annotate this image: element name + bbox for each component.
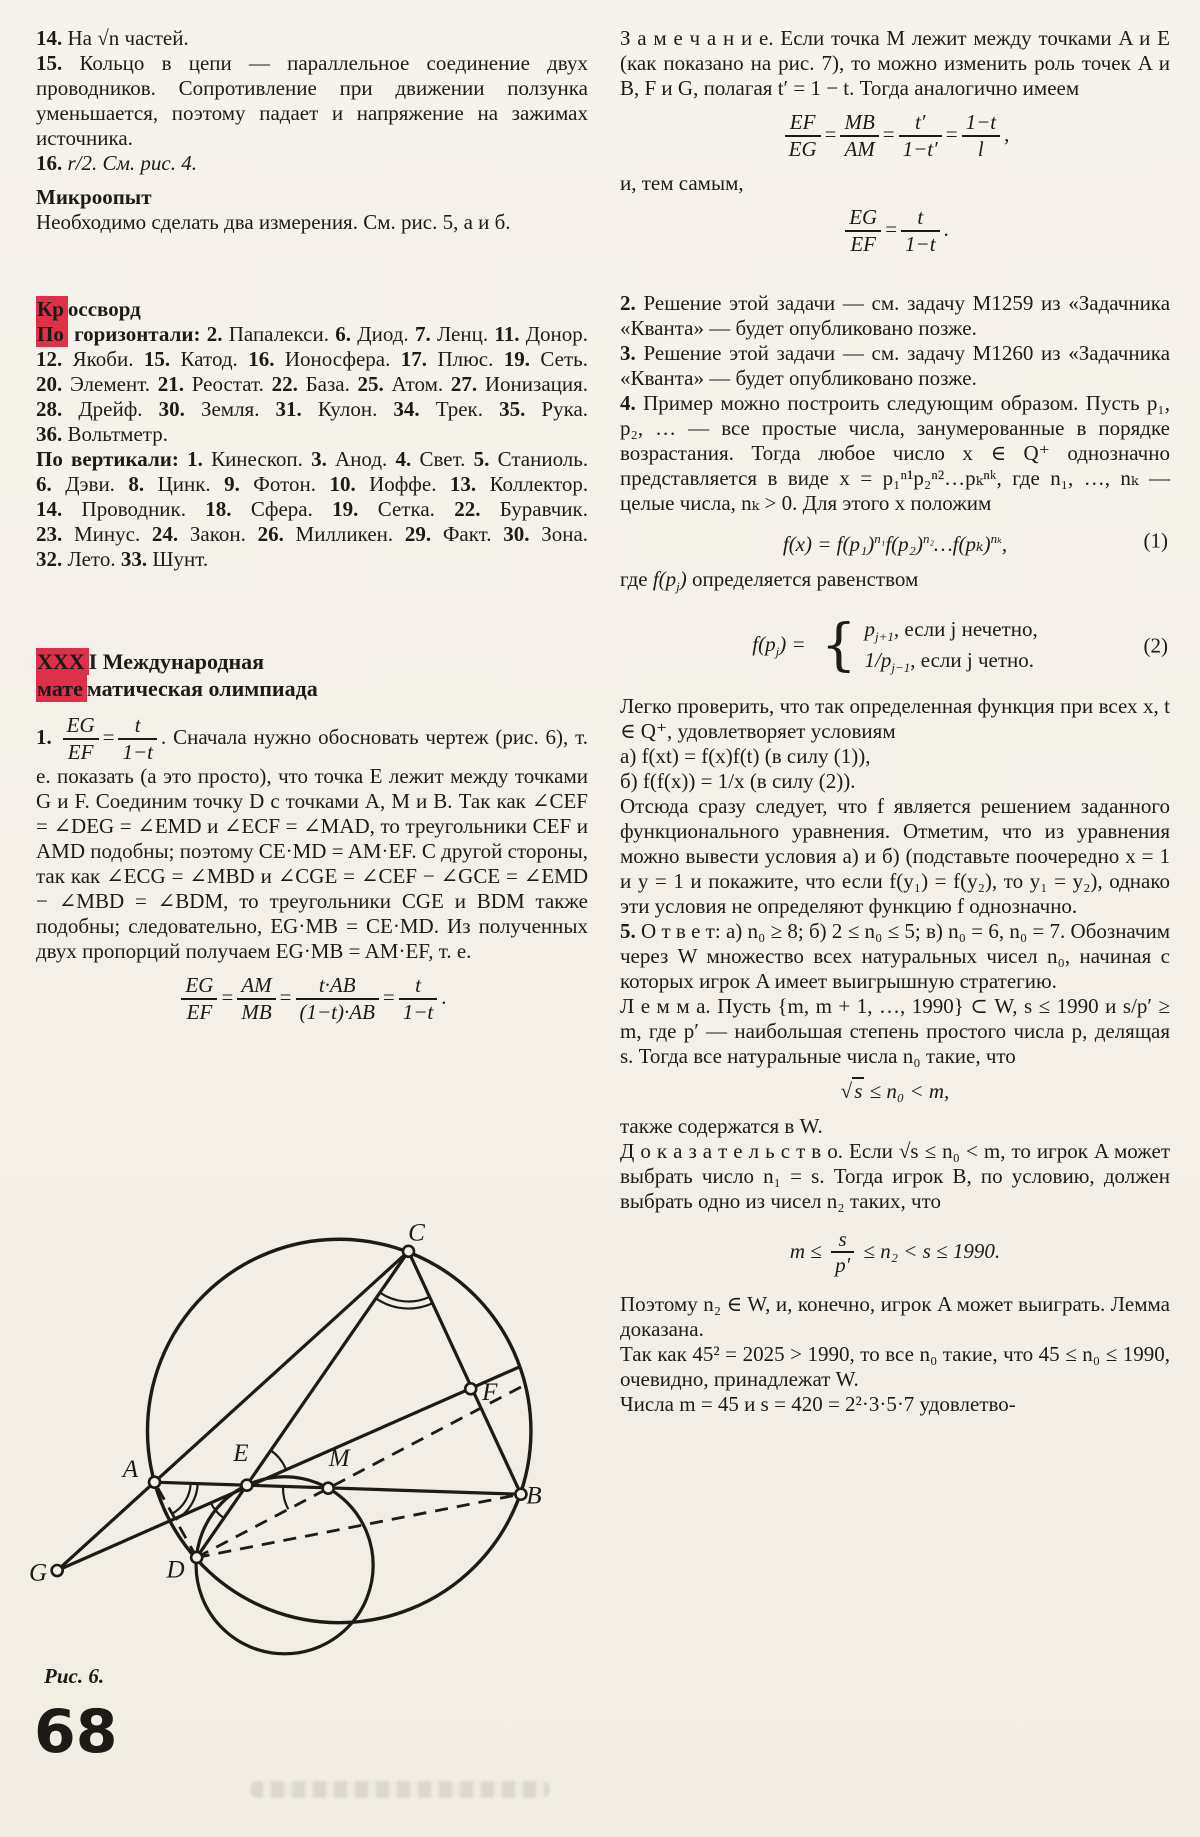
point-g [52, 1565, 63, 1576]
point-m [323, 1483, 334, 1494]
crossword-entry: 28. Дрейф. [36, 397, 143, 421]
point-c [403, 1246, 414, 1257]
also-in-w-line: также содержатся в W. [620, 1113, 823, 1138]
crossword-entry: 21. Реостат. [157, 372, 264, 396]
point-a [149, 1477, 160, 1488]
fraction: $\frac{EG}{EF}$ [63, 714, 99, 764]
crossword-entry: 16. Ионосфера. [248, 347, 391, 371]
crossword-horizontal-label: По горизонтали: [37, 322, 201, 346]
answer-number: 15. [36, 51, 63, 75]
crossword-horizontal [36, 322, 588, 447]
equation-number-1: (1) [1143, 528, 1168, 553]
where-line: где $f(p_j)$ определяется равенством [620, 566, 919, 594]
crossword-entry: 31. Кулон. [275, 397, 378, 421]
point-label-a: A [122, 1456, 139, 1484]
crossword-entry: 30. Земля. [158, 397, 260, 421]
red-highlight-mark: По [36, 321, 68, 347]
crossword-entry: 3. Анод. [311, 447, 388, 471]
crossword-entry: 14. Проводник. [36, 497, 186, 521]
equation-number-2: (2) [1143, 633, 1168, 658]
dashed-d-b [197, 1494, 521, 1557]
case-odd: $p_{j+1}$, если j нечетно, [864, 616, 1038, 644]
fraction: $\frac{1-t}{l}$ [962, 111, 1001, 161]
big-circle [148, 1239, 531, 1622]
answers-block [36, 26, 588, 176]
formula-1: $f(x) = f(p_1)^{n_1}f(p_2)^{n_2}\dots f(p_k)^{n_k}$, (1) [782, 528, 1168, 556]
point-b [515, 1489, 526, 1500]
thus-line: и, тем самым, [620, 171, 744, 196]
lemma-paragraph: Л е м м а. Пусть {m, m + 1, …, 1990} ⊂ W, s ≤ 1990 и s/p′ ≥ m, где p′ — наибольшая степень простого числа p, делящая s. Тогда все натуральные числа n₀ такие, что [620, 993, 1171, 1068]
line-c-e-d [197, 1251, 409, 1557]
lemma-lead: Л е м м а. [620, 993, 711, 1018]
micro-experiment-text: Необходимо сделать два измерения. См. рис. 5, а и б. [36, 210, 511, 234]
formula-2: $f(p_j)$ = { $p_{j+1}$, если j нечетно, $1/p_{j-1}$, если j четно. (2) [752, 613, 1168, 679]
crossword-title: Кр оссворд [37, 297, 141, 321]
fraction: $\frac{AM}{MB}$ [237, 974, 275, 1024]
answer-lead: О т в е т: [641, 918, 721, 943]
crossword-entry: 12. Якоби. [36, 347, 134, 371]
formula-ef-eg-chain: $\frac{EF}{EG}$ = $\frac{MB}{AM}$ = $\frac{t'}{1-t'}$ = $\frac{1-t}{l}$ , [620, 111, 1170, 161]
figure-ris6 [14, 1198, 546, 1670]
crossword-entry: 22. База. [271, 372, 350, 396]
item-2-paragraph: 2. Решение этой задачи — см. задачу М1259 из «Задачника «Кванта» — будет опубликовано позже. [620, 290, 1171, 340]
angle-arc-mad-double [172, 1483, 197, 1519]
fraction: $\frac{t}{1-t}$ [118, 714, 157, 764]
curly-brace: { [820, 613, 857, 679]
fraction: $\frac{t\cdot AB}{(1-t)\cdot AB}$ [296, 974, 379, 1024]
fraction: $\frac{t}{1-t}$ [399, 974, 438, 1024]
answer-text: r/2. См. рис. 4. [67, 151, 197, 175]
crossword-entry: 18. Сфера. [205, 497, 313, 521]
crossword-entry: 15. Катод. [143, 347, 238, 371]
point-d [191, 1552, 202, 1563]
crossword-entry: 11. Донор. [494, 322, 589, 346]
crossword-entry: 2. Папалекси. [206, 322, 329, 346]
answer-item-16 [36, 151, 588, 176]
print-bleed-through [250, 1781, 550, 1798]
crossword-vertical [36, 447, 588, 572]
answer-text: На √n частей. [67, 26, 189, 50]
condition-a: а) f(xt) = f(x)f(t) (в силу (1)), [620, 743, 871, 768]
answer-number: 16. [36, 151, 63, 175]
point-label-g: G [29, 1559, 48, 1587]
line-c-a-g [57, 1251, 408, 1570]
check-conclusion: Отсюда сразу следует, что f является решением заданного функционального уравнения. Отметим, что из уравнения можно вывести условия а) и б) (подставьте поочередно x = 1 и y = 1 и покажите, что если f(y₁) = f(y₂), то y₁ = y₂), однако эти условия не определяют функцию f однозначно. [620, 793, 1170, 918]
crossword-entry: 20. Элемент. [36, 372, 151, 396]
solution-1-text: . Сначала нужно обосновать чертеж (рис. 6), т. е. показать (а это просто), что точка E лежит между точками G и F. Соединим точку D с точками A, M и B. Так как ∠CEF = ∠DEG = ∠EMD и ∠ECF = ∠MAD, то треугольники CEF и AMD подобны; поэтому CE·MD = AM·EF. С другой стороны, так как ∠ECG = ∠MBD и ∠CGE = ∠CEF − ∠GCE = ∠EMD − ∠MBD = ∠BDM, то треугольники CGE и BDM также подобны; следовательно, EG·MB = CE·MD. Из полученных двух пропорций получаем EG·MB = AM·EF, т. е. [36, 724, 589, 964]
right-column [620, 26, 1170, 1417]
crossword-entry: 1. Кинескоп. [187, 447, 303, 471]
remark-lead: З а м е ч а н и е. [620, 26, 774, 50]
formula-eg-ef-result: $\frac{EG}{EF}$ = $\frac{t}{1-t}$ . [620, 206, 1170, 256]
fraction: $\frac{EF}{EG}$ [785, 111, 821, 161]
page-number: 68 [34, 1697, 118, 1767]
fraction: $\frac{t'}{1-t'}$ [899, 111, 942, 161]
point-e [241, 1480, 252, 1491]
crossword-entry: 36. Вольтметр. [36, 422, 168, 446]
crossword-entry: 19. Сеть. [503, 347, 588, 371]
fraction: $\frac{EG}{EF}$ [845, 206, 881, 256]
proof-lead: Д о к а з а т е л ь с т в о. [620, 1138, 843, 1163]
crossword-entry: 4. Свет. [395, 447, 466, 471]
crossword-entry: 30. Зона. [503, 522, 589, 546]
solution-1-block [36, 714, 588, 1025]
solution-number: 1. [36, 724, 52, 749]
fraction: $\frac{s}{p'}$ [831, 1228, 854, 1278]
answer-item-15 [36, 51, 588, 151]
crossword-entry: 6. Диод. [335, 322, 409, 346]
point-f [465, 1383, 476, 1394]
fraction: $\frac{EG}{EF}$ [181, 974, 217, 1024]
point-label-c: C [408, 1219, 425, 1247]
formula-proportion-chain: $\frac{EG}{EF}$ = $\frac{AM}{MB}$ = $\frac{t\cdot AB}{(1-t)\cdot AB}$ = $\frac{t}{1-t}$ . [36, 974, 588, 1024]
crossword-entry: 5. Станиоль. [473, 447, 589, 471]
crossword-entry: 22. Буравчик. [454, 497, 588, 521]
crossword-entry: 26. Милликен. [257, 522, 394, 546]
dashed-d-m-ext [197, 1384, 527, 1558]
answer-text: Кольцо в цепи — параллельное соединение двух проводников. Сопротивление при движении ползунка уменьшается, поэтому падает и напряжение на зажимах источника. [36, 51, 588, 150]
point-label-b: B [526, 1482, 542, 1510]
point-label-d: D [166, 1556, 185, 1584]
crossword-entry: 35. Рука. [499, 397, 589, 421]
micro-experiment-block [36, 185, 588, 235]
olympiad-title: XXX I Международная мате матическая олимпиада [37, 649, 318, 701]
crossword-entry: 29. Факт. [404, 522, 492, 546]
crossword-entry: 34. Трек. [393, 397, 484, 421]
crossword-entry: 7. Ленц. [414, 322, 489, 346]
formula-sqrt-s: √s ≤ n₀ < m, [840, 1078, 950, 1103]
red-highlight-mark: мате [36, 675, 87, 702]
final-paragraph-2: Так как 45² = 2025 > 1990, то все n₀ такие, что 45 ≤ n₀ ≤ 1990, очевидно, принадлежат W. [620, 1341, 1170, 1391]
answer-number: 14. [36, 26, 63, 50]
crossword-vertical-label: По вертикали: [36, 447, 179, 471]
item-5-paragraph: 5. О т в е т: а) n₀ ≥ 8; б) 2 ≤ n₀ ≤ 5; в) n₀ = 6, n₀ = 7. Обозначим через W множество всех натуральных чисел n₀, начиная с которых игрок A имеет выигрышную стратегию. [620, 918, 1170, 993]
item-4-paragraph: 4. Пример можно построить следующим образом. Пусть p₁, p₂, … — все простые числа, занумерованные в порядке возрастания. Тогда любое число x ∈ Q⁺ однозначно представляется в виде x = p₁ⁿ¹p₂ⁿ²…pₖⁿᵏ, где n₁, …, nₖ — целые числа, nₖ > 0. Для этого x положим [620, 390, 1170, 515]
crossword-entry: 6. Дэви. [36, 472, 115, 496]
formula-m-bound: m ≤ $\frac{s}{p'}$ ≤ n₂ < s ≤ 1990. [789, 1226, 1001, 1278]
point-label-e: E [233, 1440, 249, 1468]
remark-paragraph: З а м е ч а н и е. Если точка M лежит между точками A и E (как показано на рис. 7), то можно изменить роль точек A и B, F и G, полагая t′ = 1 − t. Тогда аналогично имеем [620, 26, 1170, 100]
fraction: $\frac{t}{1-t}$ [901, 206, 940, 256]
proof-paragraph: Д о к а з а т е л ь с т в о. Если √s ≤ n₀ < m, то игрок A может выбрать число n₁ = s. Тогда игрок B, по условию, должен выбрать одно из чисел n₂ таких, что [620, 1138, 1171, 1213]
red-highlight-mark: XXX [36, 648, 89, 675]
solution-1-paragraph: 1. $\frac{EG}{EF}$ = $\frac{t}{1-t}$ . Сначала нужно обосновать чертеж (рис. 6), т. е. показать (а это просто), что точка E лежит между точками G и F. Соединим точку D с точками A, M и B. Так как ∠CEF = ∠DEG = ∠EMD и ∠ECF = ∠MAD, то треугольники CEF и AMD подобны; поэтому CE·MD = AM·EF. С другой стороны, так как ∠ECG = ∠MBD и ∠CGE = ∠CEF − ∠GCE = ∠EMD − ∠MBD = ∠BDM, то треугольники CGE и BDM также подобны; следовательно, EG·MB = CE·MD. Из полученных двух пропорций получаем EG·MB = AM·EF, т. е. [36, 713, 589, 964]
angle-arc-cef [271, 1450, 286, 1468]
crossword-entry: 24. Закон. [151, 522, 246, 546]
condition-b: б) f(f(x)) = 1/x (в силу (2)). [620, 768, 856, 793]
crossword-entry: 27. Ионизация. [450, 372, 589, 396]
point-label-m: M [328, 1445, 350, 1473]
final-paragraph-3: Числа m = 45 и s = 420 = 2²·3·5·7 удовлетво- [620, 1391, 1016, 1416]
red-highlight-mark: Кр [36, 296, 68, 322]
crossword-entry: 23. Минус. [36, 522, 141, 546]
crossword-entry: 10. Иоффе. [329, 472, 437, 496]
olympiad-heading-block [36, 648, 588, 702]
crossword-entry: 32. Лето. [36, 547, 116, 571]
item-3-paragraph: 3. Решение этой задачи — см. задачу М1260 из «Задачника «Кванта» — будет опубликовано позже. [620, 340, 1171, 390]
crossword-block [36, 297, 588, 572]
point-label-f: F [482, 1378, 498, 1406]
crossword-entry: 33. Шунт. [120, 547, 209, 571]
figure-caption: Рис. 6. [44, 1664, 105, 1688]
crossword-entry: 13. Коллектор. [449, 472, 589, 496]
micro-experiment-title: Микроопыт [36, 185, 152, 209]
angle-arc-c-double [376, 1293, 433, 1309]
crossword-entry: 8. Цинк. [128, 472, 211, 496]
check-intro: Легко проверить, что так определенная функция при всех x, t ∈ Q⁺, удовлетворяет условиям [620, 693, 1170, 743]
cases-bracket [811, 615, 1038, 678]
left-column [36, 26, 588, 1035]
case-even: $1/p_{j-1}$, если j четно. [864, 648, 1035, 676]
answer-item-14 [36, 26, 588, 51]
angle-arc-emd [283, 1487, 288, 1510]
crossword-entry: 25. Атом. [357, 372, 444, 396]
crossword-entry: 9. Фотон. [224, 472, 316, 496]
crossword-entry: 17. Плюс. [400, 347, 494, 371]
final-paragraph-1: Поэтому n₂ ∈ W, и, конечно, игрок A может выиграть. Лемма доказана. [620, 1291, 1170, 1341]
fraction: $\frac{MB}{AM}$ [840, 111, 878, 161]
crossword-entry: 19. Сетка. [332, 497, 435, 521]
